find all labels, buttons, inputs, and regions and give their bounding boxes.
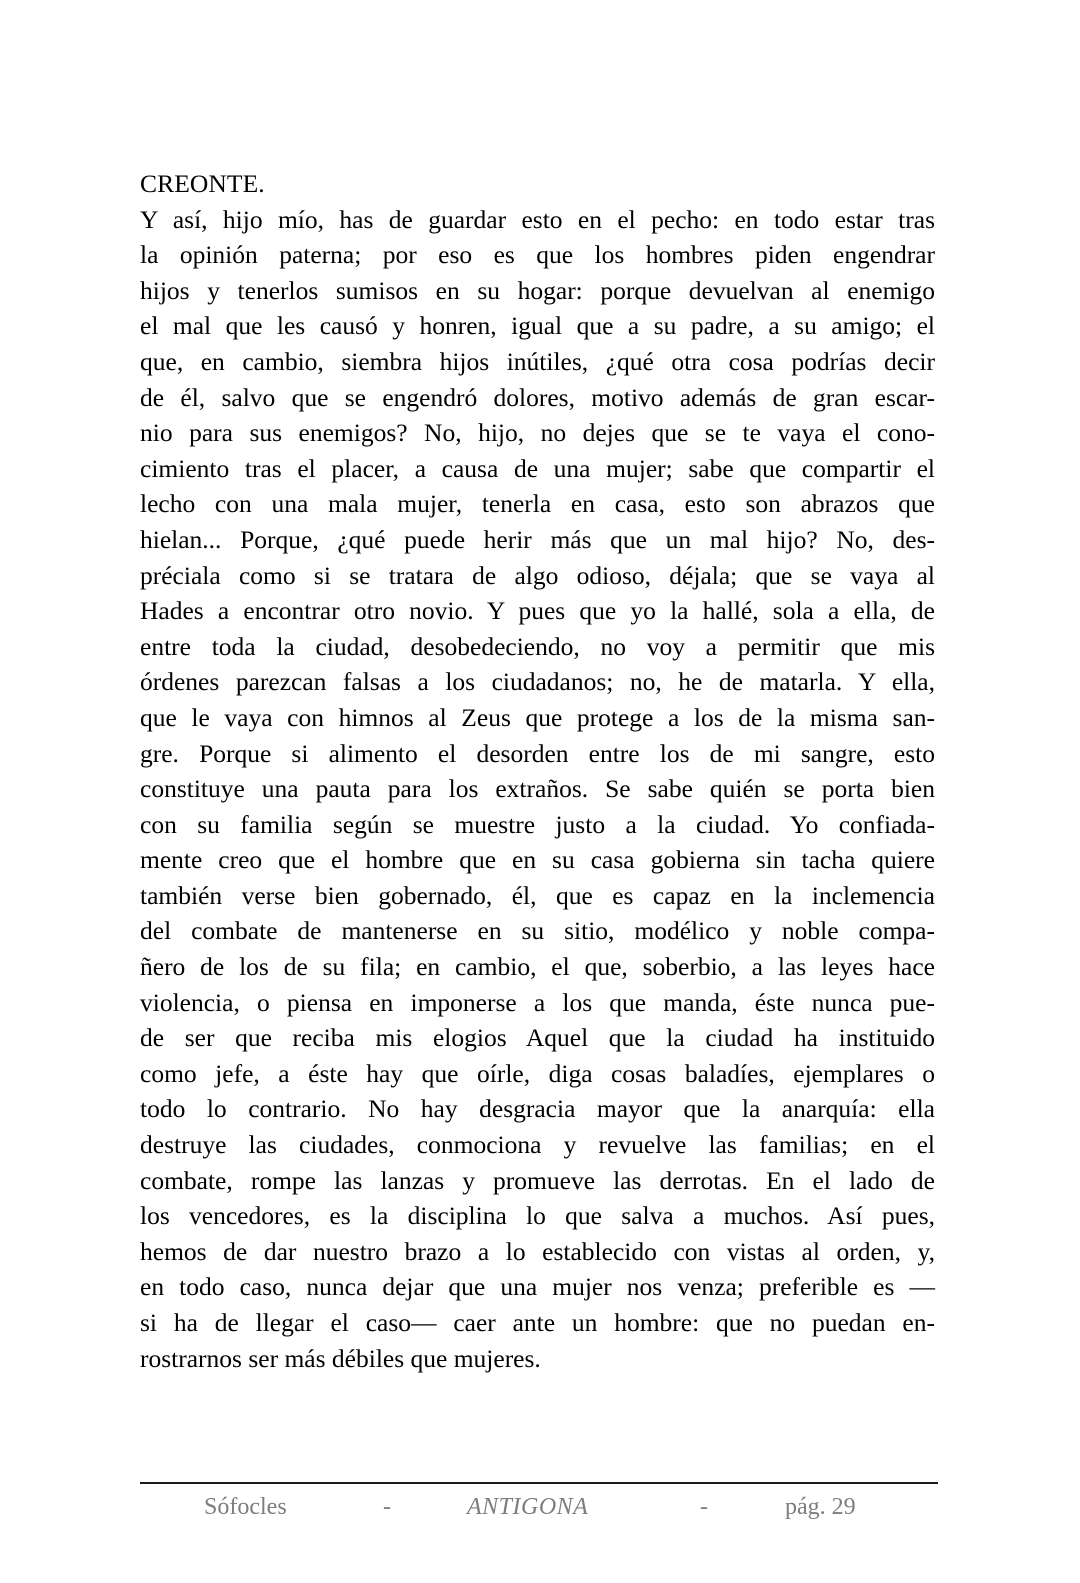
text-line: violencia, o piensa en imponerse a los que manda, éste nunca pue-	[140, 987, 935, 1017]
text-line: del combate de mantenerse en su sitio, modélico y noble compa-	[140, 916, 935, 946]
text-line: como jefe, a éste hay que oírle, diga cosas baladíes, ejemplares o	[140, 1058, 935, 1088]
text-line: cimiento tras el placer, a causa de una mujer; sabe que compartir el	[140, 453, 935, 483]
text-line: hemos de dar nuestro brazo a lo establecido con vistas al orden, y,	[140, 1236, 935, 1266]
text-line: de él, salvo que se engendró dolores, motivo además de gran escar-	[140, 382, 935, 412]
text-line: mente creo que el hombre que en su casa gobierna sin tacha quiere	[140, 845, 935, 875]
text-line: nio para sus enemigos? No, hijo, no dejes que se te vaya el cono-	[140, 418, 935, 448]
text-line: hijos y tenerlos sumisos en su hogar: porque devuelvan al enemigo	[140, 275, 935, 305]
footer-page-number: pág. 29	[785, 1494, 856, 1520]
text-line: el mal que les causó y honren, igual que a su padre, a su amigo; el	[140, 311, 935, 341]
speaker-name-creonte: CREONTE.	[140, 169, 265, 198]
text-line: la opinión paterna; por eso es que los hombres piden engendrar	[140, 240, 935, 270]
text-line: préciala como si se tratara de algo odioso, déjala; que se vaya al	[140, 560, 935, 590]
text-line: también verse bien gobernado, él, que es capaz en la inclemencia	[140, 880, 935, 910]
text-line: de ser que reciba mis elogios Aquel que la ciudad ha instituido	[140, 1023, 935, 1053]
footer-row	[140, 1484, 938, 1526]
footer-work-title: ANTIGONA	[467, 1494, 589, 1520]
footer-separator-first: -	[383, 1494, 391, 1520]
text-line: destruye las ciudades, conmociona y revuelve las familias; en el	[140, 1130, 935, 1160]
text-line: con su familia según se muestre justo a la ciudad. Yo confiada-	[140, 809, 935, 839]
text-line: Hades a encontrar otro novio. Y pues que yo la hallé, sola a ella, de	[140, 596, 935, 626]
text-line: gre. Porque si alimento el desorden entre los de mi sangre, esto	[140, 738, 935, 768]
text-line: combate, rompe las lanzas y promueve las derrotas. En el lado de	[140, 1165, 935, 1195]
text-line: si ha de llegar el caso— caer ante un hombre: que no puedan en-	[140, 1308, 935, 1337]
text-line: ñero de los de su fila; en cambio, el que, soberbio, a las leyes hace	[140, 952, 935, 982]
text-line: que le vaya con himnos al Zeus que protege a los de la misma san-	[140, 702, 935, 732]
page-footer	[140, 1482, 938, 1526]
text-line: hielan... Porque, ¿qué puede herir más que un mal hijo? No, des-	[140, 524, 935, 554]
text-line: en todo caso, nunca dejar que una mujer nos venza; preferible es —	[140, 1272, 935, 1302]
text-line: lecho con una mala mujer, tenerla en casa, esto son abrazos que	[140, 489, 935, 519]
speech-paragraph	[140, 202, 935, 1377]
text-line: entre toda la ciudad, desobedeciendo, no voy a permitir que mis	[140, 631, 935, 661]
text-column	[140, 166, 935, 1376]
text-line: constituye una pauta para los extraños. Se sabe quién se porta bien	[140, 774, 935, 804]
text-line: todo lo contrario. No hay desgracia mayor que la anarquía: ella	[140, 1094, 935, 1124]
text-line: Y así, hijo mío, has de guardar esto en el pecho: en todo estar tras	[140, 204, 935, 234]
text-line: órdenes parezcan falsas a los ciudadanos; no, he de matarla. Y ella,	[140, 667, 935, 697]
footer-author: Sófocles	[204, 1494, 287, 1520]
text-line: los vencedores, es la disciplina lo que salva a muchos. Así pues,	[140, 1201, 935, 1231]
footer-separator-second: -	[700, 1494, 708, 1520]
text-line: que, en cambio, siembra hijos inútiles, ¿qué otra cosa podrías decir	[140, 346, 935, 376]
text-line: rostrarnos ser más débiles que mujeres.	[140, 1343, 541, 1373]
